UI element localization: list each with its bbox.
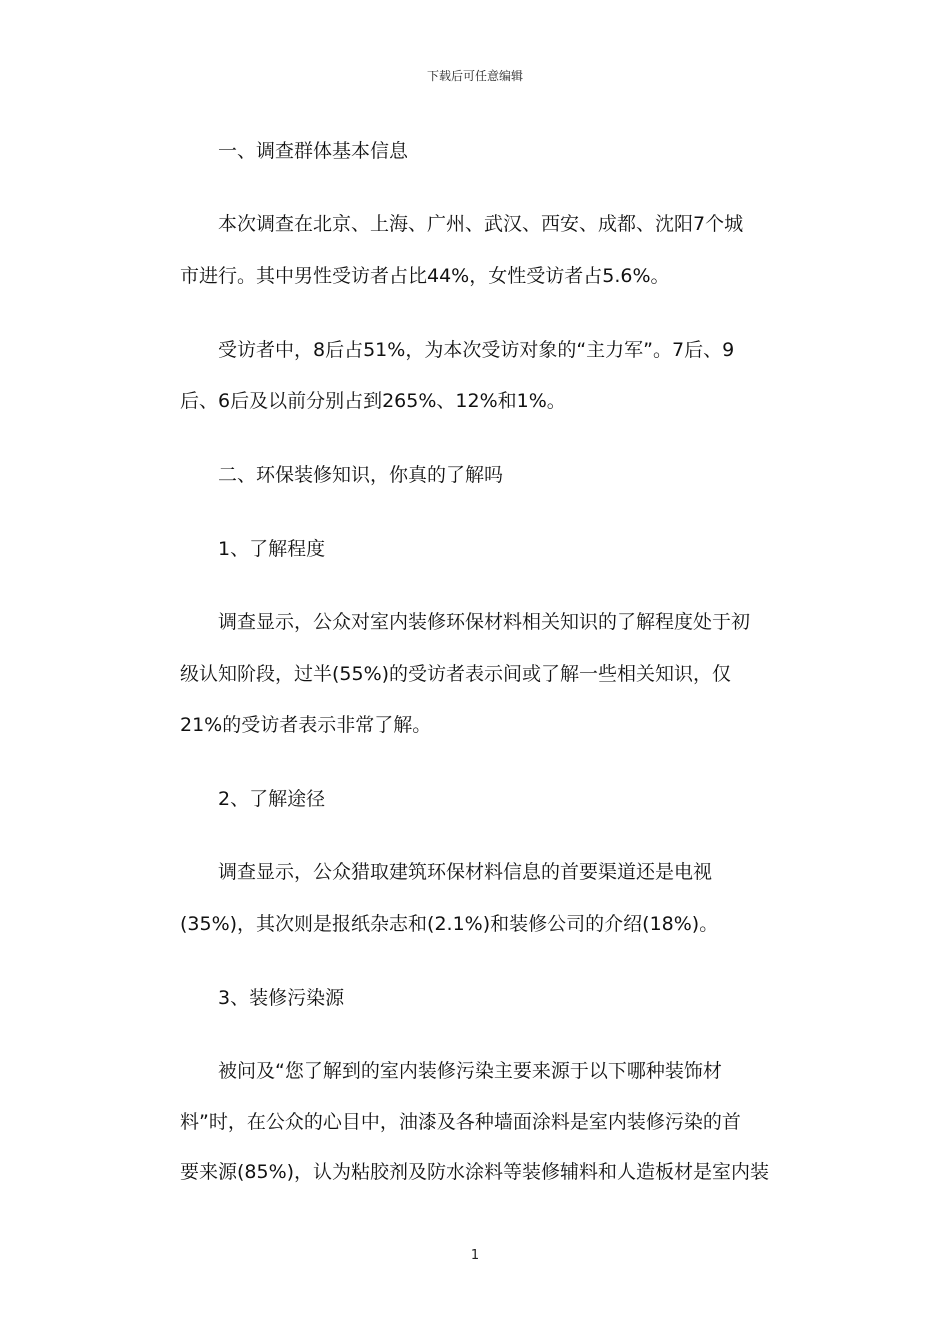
paragraph-line: 被问及“您了解到的室内装修污染主要来源于以下哪种装饰材 <box>218 1060 722 1082</box>
section-heading-1: 一、调查群体基本信息 <box>218 140 409 162</box>
paragraph-line: (35%)，其次则是报纸杂志和(2.1%)和装修公司的介绍(18%)。 <box>180 913 719 935</box>
paragraph-line: 21%的受访者表示非常了解。 <box>180 714 432 736</box>
paragraph-line: 后、6后及以前分别占到265%、12%和1%。 <box>180 390 566 412</box>
paragraph-line: 受访者中，8后占51%，为本次受访对象的“主力军”。7后、9 <box>218 339 735 361</box>
paragraph-line: 市进行。其中男性受访者占比44%，女性受访者占5.6%。 <box>180 265 670 287</box>
subsection-heading-3: 3、装修污染源 <box>218 987 345 1009</box>
page-number: 1 <box>470 1248 480 1263</box>
paragraph-line: 料”时，在公众的心目中，油漆及各种墙面涂料是室内装修污染的首 <box>180 1111 741 1133</box>
subsection-heading-1: 1、了解程度 <box>218 538 326 560</box>
paragraph-line: 要来源(85%)，认为粘胶剂及防水涂料等装修辅料和人造板材是室内装 <box>180 1161 770 1183</box>
paragraph-line: 调查显示，公众对室内装修环保材料相关知识的了解程度处于初 <box>218 611 751 633</box>
paragraph-line: 调查显示，公众猎取建筑环保材料信息的首要渠道还是电视 <box>218 861 713 883</box>
paragraph-line: 本次调查在北京、上海、广州、武汉、西安、成都、沈阳7个城 <box>218 213 744 235</box>
subsection-heading-2: 2、了解途径 <box>218 788 326 810</box>
paragraph-line: 级认知阶段，过半(55%)的受访者表示间或了解一些相关知识，仅 <box>180 663 732 685</box>
section-heading-2: 二、环保装修知识，你真的了解吗 <box>218 464 504 486</box>
page-header: 下载后可任意编辑 <box>426 69 523 83</box>
